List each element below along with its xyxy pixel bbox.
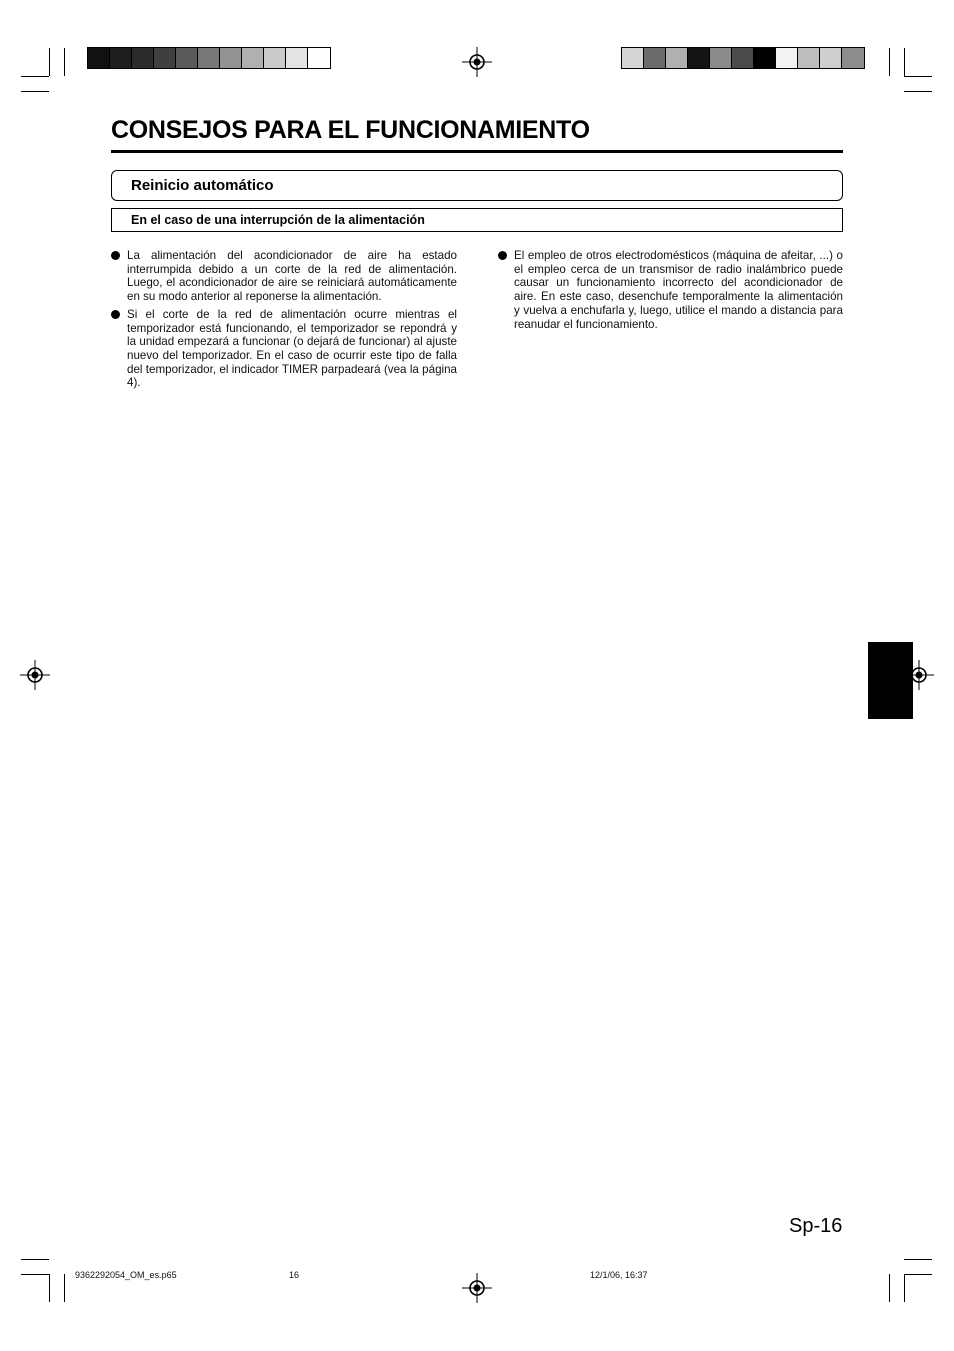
color-swatch (666, 48, 688, 68)
color-swatch (220, 48, 242, 68)
crop-mark-top-left-h (21, 76, 49, 77)
crop-mark-top-left-v (49, 48, 50, 76)
color-swatch (308, 48, 330, 68)
color-swatch (88, 48, 110, 68)
crop-mark-bottom-right-h (904, 1259, 932, 1260)
crop-mark-bottom-right-v2 (904, 1274, 905, 1302)
crop-mark-top-right-v (889, 48, 890, 76)
subsection-header-box (111, 208, 843, 232)
section-header-box (111, 170, 843, 201)
list-item-text: La alimentación del acondicionador de aire ha estado interrumpida debido a un corte de la red de alimentación. Luego, el acondicionador de aire se reiniciará automáticamente en su modo anterior al reponerse la alimentación. (127, 249, 457, 304)
color-swatch (710, 48, 732, 68)
crop-mark-bottom-left-h (21, 1259, 49, 1260)
list-item (111, 249, 457, 304)
crop-mark-bottom-right-h2 (904, 1274, 932, 1275)
color-bar-right (621, 47, 865, 69)
page-number: Sp-16 (789, 1215, 843, 1237)
color-swatch (732, 48, 754, 68)
color-swatch (154, 48, 176, 68)
color-swatch (798, 48, 820, 68)
right-column (498, 249, 843, 335)
crop-mark-bottom-left-v (49, 1274, 50, 1302)
section-title: Reinicio automático (131, 177, 274, 194)
page-title: CONSEJOS PARA EL FUNCIONAMIENTO (111, 116, 590, 144)
crop-mark-bottom-left-v2 (64, 1274, 65, 1302)
crop-mark-bottom-right-v (889, 1274, 890, 1302)
crop-mark-top-right-h (904, 76, 932, 77)
color-swatch (110, 48, 132, 68)
color-swatch (820, 48, 842, 68)
registration-crosshair-icon (20, 660, 50, 690)
color-swatch (264, 48, 286, 68)
subsection-title: En el caso de una interrupción de la alimentación (131, 213, 425, 227)
color-swatch (242, 48, 264, 68)
list-item (111, 308, 457, 390)
list-item (498, 249, 843, 331)
color-swatch (776, 48, 798, 68)
crop-mark-top-left-h2 (21, 91, 49, 92)
crop-mark-top-left-v2 (64, 48, 65, 76)
bullet-dot-icon (498, 251, 507, 260)
crop-mark-bottom-left-h2 (21, 1274, 49, 1275)
footer-date: 12/1/06, 16:37 (590, 1270, 648, 1280)
left-bullet-list (111, 249, 457, 390)
color-swatch (842, 48, 864, 68)
footer-file-name: 9362292054_OM_es.p65 (75, 1270, 177, 1280)
color-swatch (622, 48, 644, 68)
bullet-dot-icon (111, 310, 120, 319)
registration-crosshair-icon (462, 1273, 492, 1303)
right-bullet-list (498, 249, 843, 331)
list-item-text: El empleo de otros electrodomésticos (máquina de afeitar, ...) o el empleo cerca de un transmisor de radio inalámbrico puede causar un funcionamiento incorrecto del acondicionador de aire. En este caso, desenchufe temporalmente la alimentación y vuelva a enchufarla y, luego, utilice el mando a distancia para reanudar el funcionamiento. (514, 249, 843, 331)
color-swatch (286, 48, 308, 68)
color-bar-left (87, 47, 331, 69)
left-column (111, 249, 457, 394)
footer-page: 16 (289, 1270, 300, 1280)
crop-mark-top-right-h2 (904, 91, 932, 92)
color-swatch (688, 48, 710, 68)
crop-mark-top-right-v2 (904, 48, 905, 76)
color-swatch (644, 48, 666, 68)
color-swatch (132, 48, 154, 68)
registration-crosshair-icon (462, 47, 492, 77)
side-tab-marker (868, 642, 913, 719)
color-swatch (198, 48, 220, 68)
title-rule (111, 150, 843, 153)
list-item-text: Si el corte de la red de alimentación ocurre mientras el temporizador está funcionando, el temporizador se repondrá y la unidad empezará a funcionar (o dejará de funcionar) al ajuste nuevo del temporizador. En el caso de ocurrir este tipo de falla del temporizador, el indicador TIMER parpadeará (vea la página 4). (127, 307, 457, 390)
bullet-dot-icon (111, 251, 120, 260)
color-swatch (176, 48, 198, 68)
color-swatch (754, 48, 776, 68)
